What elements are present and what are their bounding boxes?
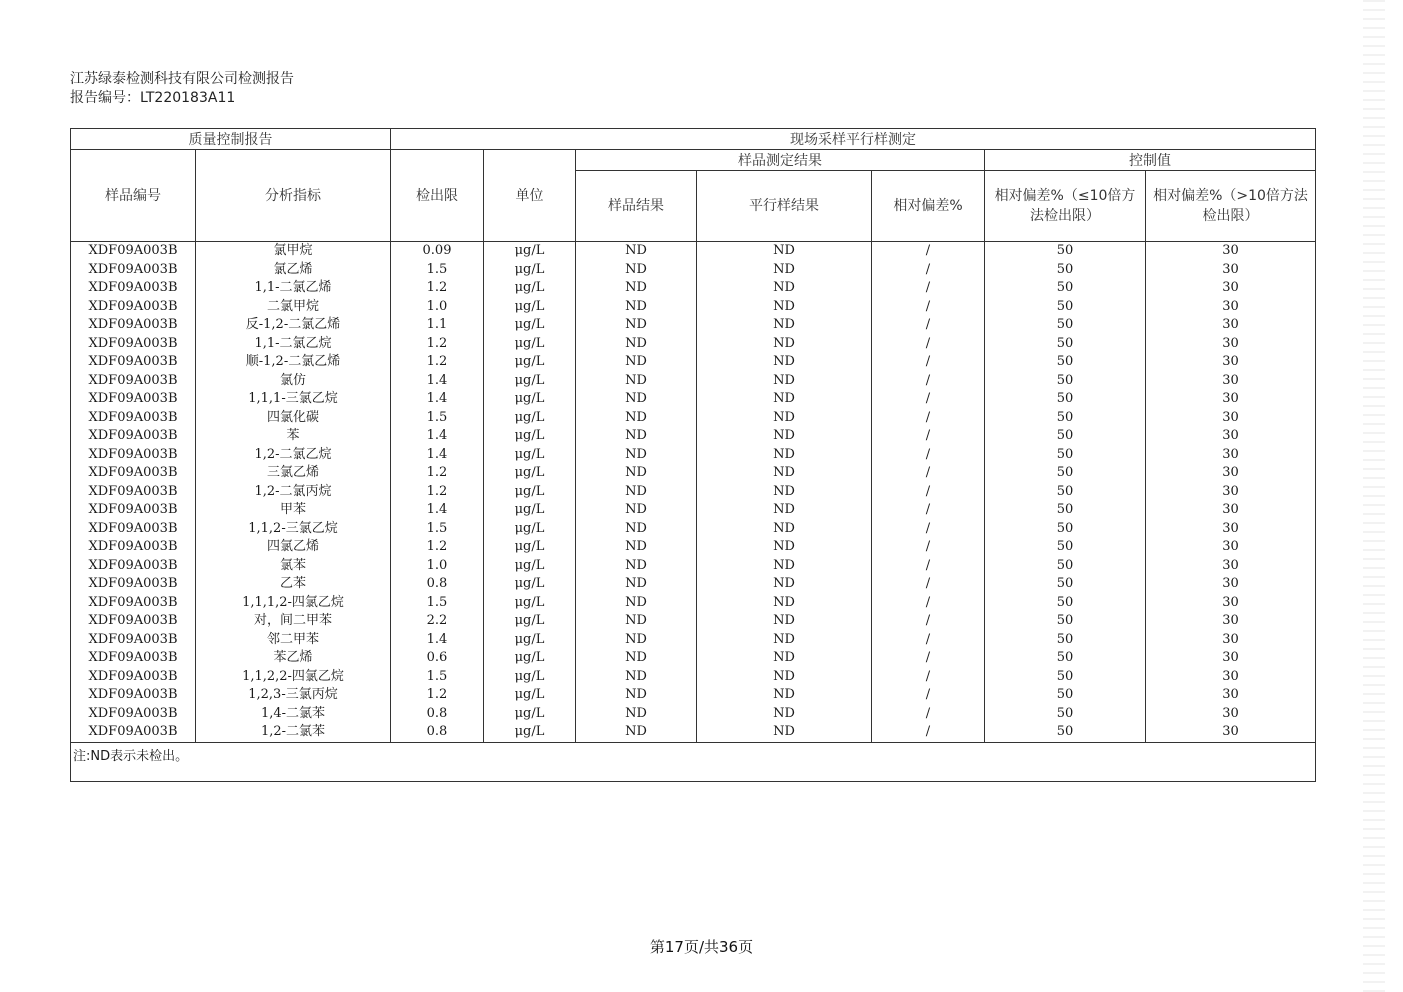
indicator-cell: 1,2-二氯丙烷 [196, 483, 391, 502]
parallel-result-cell: ND [697, 464, 872, 483]
table-row [71, 575, 1316, 594]
table-row [71, 520, 1316, 539]
sample-result-cell: ND [576, 464, 697, 483]
table-row [71, 242, 1316, 261]
parallel-result-cell: ND [697, 723, 872, 742]
parallel-result-cell: ND [697, 409, 872, 428]
limit-cell: 1.0 [391, 557, 484, 576]
rel-dev-cell: / [872, 242, 985, 261]
indicator-cell: 三氯乙烯 [196, 464, 391, 483]
sample-no-cell: XDF09A003B [71, 594, 196, 613]
indicator-cell: 苯乙烯 [196, 649, 391, 668]
sample-result-cell: ND [576, 316, 697, 335]
table-row [71, 279, 1316, 298]
sample-no-cell: XDF09A003B [71, 501, 196, 520]
unit-cell: μg/L [484, 723, 576, 742]
unit-cell: μg/L [484, 686, 576, 705]
unit-cell: μg/L [484, 390, 576, 409]
limit-cell: 1.5 [391, 668, 484, 687]
ctrl-low-cell: 50 [985, 335, 1146, 354]
table-row [71, 427, 1316, 446]
rel-dev-cell: / [872, 649, 985, 668]
limit-cell: 1.2 [391, 353, 484, 372]
parallel-result-cell: ND [697, 538, 872, 557]
table-row [71, 501, 1316, 520]
limit-cell: 1.4 [391, 390, 484, 409]
ctrl-low-cell: 50 [985, 261, 1146, 280]
parallel-result-cell: ND [697, 298, 872, 317]
table-row [71, 390, 1316, 409]
ctrl-high-cell: 30 [1146, 353, 1316, 372]
rel-dev-cell: / [872, 372, 985, 391]
indicator-cell: 苯 [196, 427, 391, 446]
ctrl-high-cell: 30 [1146, 335, 1316, 354]
ctrl-low-cell: 50 [985, 298, 1146, 317]
col-unit: 单位 [484, 150, 576, 242]
ctrl-low-cell: 50 [985, 612, 1146, 631]
ctrl-low-cell: 50 [985, 686, 1146, 705]
group-control: 控制值 [985, 150, 1316, 171]
parallel-result-cell: ND [697, 705, 872, 724]
note-text: 注:ND表示未检出。 [71, 742, 1316, 781]
indicator-cell: 氯甲烷 [196, 242, 391, 261]
table-row [71, 557, 1316, 576]
unit-cell: μg/L [484, 446, 576, 465]
indicator-cell: 1,2-二氯苯 [196, 723, 391, 742]
limit-cell: 1.5 [391, 520, 484, 539]
ctrl-high-cell: 30 [1146, 668, 1316, 687]
rel-dev-cell: / [872, 298, 985, 317]
rel-dev-cell: / [872, 483, 985, 502]
parallel-result-cell: ND [697, 575, 872, 594]
parallel-result-cell: ND [697, 390, 872, 409]
indicator-cell: 1,1-二氯乙烯 [196, 279, 391, 298]
title-row [71, 129, 1316, 150]
unit-cell: μg/L [484, 668, 576, 687]
ctrl-low-cell: 50 [985, 538, 1146, 557]
group-results: 样品测定结果 [576, 150, 985, 171]
title-left: 质量控制报告 [71, 129, 391, 150]
rel-dev-cell: / [872, 390, 985, 409]
ctrl-high-cell: 30 [1146, 298, 1316, 317]
ctrl-low-cell: 50 [985, 464, 1146, 483]
col-sample-result: 样品结果 [576, 171, 697, 242]
col-rel-dev: 相对偏差% [872, 171, 985, 242]
page-number: 第17页/共36页 [649, 938, 754, 956]
sample-result-cell: ND [576, 298, 697, 317]
sample-result-cell: ND [576, 686, 697, 705]
col-ctrl-low: 相对偏差%（≤10倍方法检出限） [985, 171, 1146, 242]
indicator-cell: 反-1,2-二氯乙烯 [196, 316, 391, 335]
ctrl-high-cell: 30 [1146, 427, 1316, 446]
unit-cell: μg/L [484, 316, 576, 335]
parallel-result-cell: ND [697, 335, 872, 354]
ctrl-high-cell: 30 [1146, 372, 1316, 391]
sample-result-cell: ND [576, 446, 697, 465]
table-row [71, 335, 1316, 354]
ctrl-low-cell: 50 [985, 446, 1146, 465]
unit-cell: μg/L [484, 335, 576, 354]
table-row [71, 446, 1316, 465]
sample-result-cell: ND [576, 631, 697, 650]
sample-result-cell: ND [576, 723, 697, 742]
table-row [71, 316, 1316, 335]
rel-dev-cell: / [872, 575, 985, 594]
unit-cell: μg/L [484, 409, 576, 428]
parallel-result-cell: ND [697, 668, 872, 687]
unit-cell: μg/L [484, 427, 576, 446]
sample-no-cell: XDF09A003B [71, 353, 196, 372]
ctrl-high-cell: 30 [1146, 464, 1316, 483]
rel-dev-cell: / [872, 612, 985, 631]
parallel-result-cell: ND [697, 557, 872, 576]
indicator-cell: 氯苯 [196, 557, 391, 576]
unit-cell: μg/L [484, 464, 576, 483]
note-row [71, 742, 1316, 781]
ctrl-low-cell: 50 [985, 723, 1146, 742]
ctrl-low-cell: 50 [985, 705, 1146, 724]
scan-artifact [1363, 0, 1385, 992]
sample-result-cell: ND [576, 483, 697, 502]
limit-cell: 1.4 [391, 446, 484, 465]
ctrl-low-cell: 50 [985, 520, 1146, 539]
ctrl-low-cell: 50 [985, 631, 1146, 650]
indicator-cell: 1,1,1,2-四氯乙烷 [196, 594, 391, 613]
ctrl-high-cell: 30 [1146, 538, 1316, 557]
ctrl-low-cell: 50 [985, 316, 1146, 335]
parallel-result-cell: ND [697, 427, 872, 446]
ctrl-low-cell: 50 [985, 279, 1146, 298]
ctrl-high-cell: 30 [1146, 390, 1316, 409]
sample-result-cell: ND [576, 594, 697, 613]
table-row [71, 668, 1316, 687]
unit-cell: μg/L [484, 279, 576, 298]
unit-cell: μg/L [484, 575, 576, 594]
sample-result-cell: ND [576, 242, 697, 261]
limit-cell: 0.8 [391, 723, 484, 742]
parallel-result-cell: ND [697, 446, 872, 465]
ctrl-high-cell: 30 [1146, 483, 1316, 502]
parallel-result-cell: ND [697, 631, 872, 650]
parallel-result-cell: ND [697, 612, 872, 631]
ctrl-high-cell: 30 [1146, 612, 1316, 631]
table-row [71, 261, 1316, 280]
rel-dev-cell: / [872, 557, 985, 576]
rel-dev-cell: / [872, 316, 985, 335]
sample-no-cell: XDF09A003B [71, 427, 196, 446]
indicator-cell: 1,4-二氯苯 [196, 705, 391, 724]
ctrl-low-cell: 50 [985, 427, 1146, 446]
indicator-cell: 1,2-二氯乙烷 [196, 446, 391, 465]
table-row [71, 686, 1316, 705]
table-row [71, 483, 1316, 502]
unit-cell: μg/L [484, 631, 576, 650]
table-row [71, 594, 1316, 613]
sample-result-cell: ND [576, 538, 697, 557]
sample-no-cell: XDF09A003B [71, 372, 196, 391]
sample-no-cell: XDF09A003B [71, 390, 196, 409]
table-row [71, 538, 1316, 557]
limit-cell: 1.4 [391, 427, 484, 446]
rel-dev-cell: / [872, 668, 985, 687]
sample-no-cell: XDF09A003B [71, 538, 196, 557]
parallel-result-cell: ND [697, 372, 872, 391]
ctrl-low-cell: 50 [985, 557, 1146, 576]
ctrl-high-cell: 30 [1146, 649, 1316, 668]
sample-result-cell: ND [576, 501, 697, 520]
unit-cell: μg/L [484, 705, 576, 724]
ctrl-high-cell: 30 [1146, 705, 1316, 724]
indicator-cell: 氯仿 [196, 372, 391, 391]
indicator-cell: 1,1,2-三氯乙烷 [196, 520, 391, 539]
table-row [71, 612, 1316, 631]
sample-no-cell: XDF09A003B [71, 520, 196, 539]
table-row [71, 649, 1316, 668]
rel-dev-cell: / [872, 686, 985, 705]
limit-cell: 2.2 [391, 612, 484, 631]
rel-dev-cell: / [872, 279, 985, 298]
rel-dev-cell: / [872, 409, 985, 428]
sample-no-cell: XDF09A003B [71, 335, 196, 354]
sample-no-cell: XDF09A003B [71, 723, 196, 742]
parallel-result-cell: ND [697, 649, 872, 668]
table-row [71, 409, 1316, 428]
parallel-result-cell: ND [697, 261, 872, 280]
parallel-result-cell: ND [697, 242, 872, 261]
sample-result-cell: ND [576, 668, 697, 687]
ctrl-high-cell: 30 [1146, 594, 1316, 613]
table-row [71, 705, 1316, 724]
sample-no-cell: XDF09A003B [71, 631, 196, 650]
sample-no-cell: XDF09A003B [71, 575, 196, 594]
rel-dev-cell: / [872, 446, 985, 465]
col-sample-no: 样品编号 [71, 150, 196, 242]
sample-no-cell: XDF09A003B [71, 316, 196, 335]
company-title: 江苏绿泰检测科技有限公司检测报告 [70, 71, 294, 87]
unit-cell: μg/L [484, 483, 576, 502]
sample-no-cell: XDF09A003B [71, 242, 196, 261]
limit-cell: 1.5 [391, 261, 484, 280]
unit-cell: μg/L [484, 372, 576, 391]
limit-cell: 0.8 [391, 575, 484, 594]
sample-no-cell: XDF09A003B [71, 483, 196, 502]
unit-cell: μg/L [484, 594, 576, 613]
parallel-result-cell: ND [697, 686, 872, 705]
unit-cell: μg/L [484, 649, 576, 668]
sample-result-cell: ND [576, 409, 697, 428]
rel-dev-cell: / [872, 631, 985, 650]
sample-no-cell: XDF09A003B [71, 705, 196, 724]
sample-no-cell: XDF09A003B [71, 686, 196, 705]
rel-dev-cell: / [872, 594, 985, 613]
table-row [71, 631, 1316, 650]
limit-cell: 1.5 [391, 409, 484, 428]
limit-cell: 1.2 [391, 483, 484, 502]
ctrl-high-cell: 30 [1146, 557, 1316, 576]
sample-no-cell: XDF09A003B [71, 557, 196, 576]
table-body [71, 242, 1316, 743]
sample-result-cell: ND [576, 575, 697, 594]
col-limit: 检出限 [391, 150, 484, 242]
indicator-cell: 1,1,1-三氯乙烷 [196, 390, 391, 409]
indicator-cell: 1,1,2,2-四氯乙烷 [196, 668, 391, 687]
rel-dev-cell: / [872, 538, 985, 557]
sample-result-cell: ND [576, 279, 697, 298]
ctrl-high-cell: 30 [1146, 575, 1316, 594]
parallel-result-cell: ND [697, 353, 872, 372]
indicator-cell: 1,2,3-三氯丙烷 [196, 686, 391, 705]
ctrl-low-cell: 50 [985, 409, 1146, 428]
sample-result-cell: ND [576, 427, 697, 446]
sample-result-cell: ND [576, 612, 697, 631]
ctrl-high-cell: 30 [1146, 631, 1316, 650]
sample-no-cell: XDF09A003B [71, 668, 196, 687]
ctrl-high-cell: 30 [1146, 520, 1316, 539]
unit-cell: μg/L [484, 353, 576, 372]
report-number: 报告编号：LT220183A11 [70, 90, 236, 106]
parallel-result-cell: ND [697, 279, 872, 298]
ctrl-low-cell: 50 [985, 501, 1146, 520]
ctrl-low-cell: 50 [985, 353, 1146, 372]
unit-cell: μg/L [484, 520, 576, 539]
ctrl-high-cell: 30 [1146, 242, 1316, 261]
sample-result-cell: ND [576, 261, 697, 280]
limit-cell: 1.2 [391, 464, 484, 483]
parallel-result-cell: ND [697, 520, 872, 539]
limit-cell: 1.2 [391, 538, 484, 557]
indicator-cell: 对，间二甲苯 [196, 612, 391, 631]
indicator-cell: 乙苯 [196, 575, 391, 594]
table-row [71, 723, 1316, 742]
parallel-result-cell: ND [697, 594, 872, 613]
ctrl-low-cell: 50 [985, 668, 1146, 687]
ctrl-low-cell: 50 [985, 594, 1146, 613]
col-indicator: 分析指标 [196, 150, 391, 242]
rel-dev-cell: / [872, 427, 985, 446]
group-row [71, 150, 1316, 171]
table-row [71, 353, 1316, 372]
limit-cell: 1.4 [391, 501, 484, 520]
sample-no-cell: XDF09A003B [71, 298, 196, 317]
ctrl-high-cell: 30 [1146, 316, 1316, 335]
rel-dev-cell: / [872, 705, 985, 724]
sample-result-cell: ND [576, 372, 697, 391]
unit-cell: μg/L [484, 538, 576, 557]
ctrl-high-cell: 30 [1146, 723, 1316, 742]
indicator-cell: 四氯乙烯 [196, 538, 391, 557]
rel-dev-cell: / [872, 464, 985, 483]
limit-cell: 1.2 [391, 686, 484, 705]
ctrl-low-cell: 50 [985, 575, 1146, 594]
limit-cell: 0.8 [391, 705, 484, 724]
unit-cell: μg/L [484, 242, 576, 261]
parallel-result-cell: ND [697, 483, 872, 502]
parallel-result-cell: ND [697, 316, 872, 335]
table-row [71, 372, 1316, 391]
ctrl-high-cell: 30 [1146, 279, 1316, 298]
quality-control-table [70, 128, 1316, 782]
ctrl-low-cell: 50 [985, 649, 1146, 668]
rel-dev-cell: / [872, 501, 985, 520]
unit-cell: μg/L [484, 557, 576, 576]
indicator-cell: 氯乙烯 [196, 261, 391, 280]
limit-cell: 0.09 [391, 242, 484, 261]
indicator-cell: 1,1-二氯乙烷 [196, 335, 391, 354]
report-header [70, 70, 294, 108]
limit-cell: 1.2 [391, 279, 484, 298]
limit-cell: 1.5 [391, 594, 484, 613]
sample-result-cell: ND [576, 353, 697, 372]
unit-cell: μg/L [484, 501, 576, 520]
sample-result-cell: ND [576, 705, 697, 724]
rel-dev-cell: / [872, 353, 985, 372]
col-parallel-result: 平行样结果 [697, 171, 872, 242]
ctrl-high-cell: 30 [1146, 501, 1316, 520]
ctrl-high-cell: 30 [1146, 686, 1316, 705]
sample-no-cell: XDF09A003B [71, 279, 196, 298]
sample-no-cell: XDF09A003B [71, 649, 196, 668]
indicator-cell: 甲苯 [196, 501, 391, 520]
table-row [71, 298, 1316, 317]
ctrl-high-cell: 30 [1146, 409, 1316, 428]
limit-cell: 1.4 [391, 372, 484, 391]
rel-dev-cell: / [872, 335, 985, 354]
ctrl-high-cell: 30 [1146, 261, 1316, 280]
indicator-cell: 邻二甲苯 [196, 631, 391, 650]
rel-dev-cell: / [872, 261, 985, 280]
limit-cell: 1.2 [391, 335, 484, 354]
unit-cell: μg/L [484, 612, 576, 631]
ctrl-low-cell: 50 [985, 242, 1146, 261]
limit-cell: 0.6 [391, 649, 484, 668]
indicator-cell: 二氯甲烷 [196, 298, 391, 317]
limit-cell: 1.4 [391, 631, 484, 650]
sample-no-cell: XDF09A003B [71, 261, 196, 280]
sample-result-cell: ND [576, 520, 697, 539]
col-ctrl-high: 相对偏差%（>10倍方法检出限） [1146, 171, 1316, 242]
unit-cell: μg/L [484, 261, 576, 280]
indicator-cell: 顺-1,2-二氯乙烯 [196, 353, 391, 372]
sample-result-cell: ND [576, 557, 697, 576]
unit-cell: μg/L [484, 298, 576, 317]
limit-cell: 1.0 [391, 298, 484, 317]
rel-dev-cell: / [872, 520, 985, 539]
ctrl-low-cell: 50 [985, 390, 1146, 409]
parallel-result-cell: ND [697, 501, 872, 520]
sample-no-cell: XDF09A003B [71, 464, 196, 483]
limit-cell: 1.1 [391, 316, 484, 335]
title-right: 现场采样平行样测定 [391, 129, 1316, 150]
sample-result-cell: ND [576, 390, 697, 409]
table-row [71, 464, 1316, 483]
ctrl-high-cell: 30 [1146, 446, 1316, 465]
sample-no-cell: XDF09A003B [71, 409, 196, 428]
sample-result-cell: ND [576, 335, 697, 354]
sample-result-cell: ND [576, 649, 697, 668]
sample-no-cell: XDF09A003B [71, 612, 196, 631]
ctrl-low-cell: 50 [985, 372, 1146, 391]
indicator-cell: 四氯化碳 [196, 409, 391, 428]
sample-no-cell: XDF09A003B [71, 446, 196, 465]
rel-dev-cell: / [872, 723, 985, 742]
ctrl-low-cell: 50 [985, 483, 1146, 502]
